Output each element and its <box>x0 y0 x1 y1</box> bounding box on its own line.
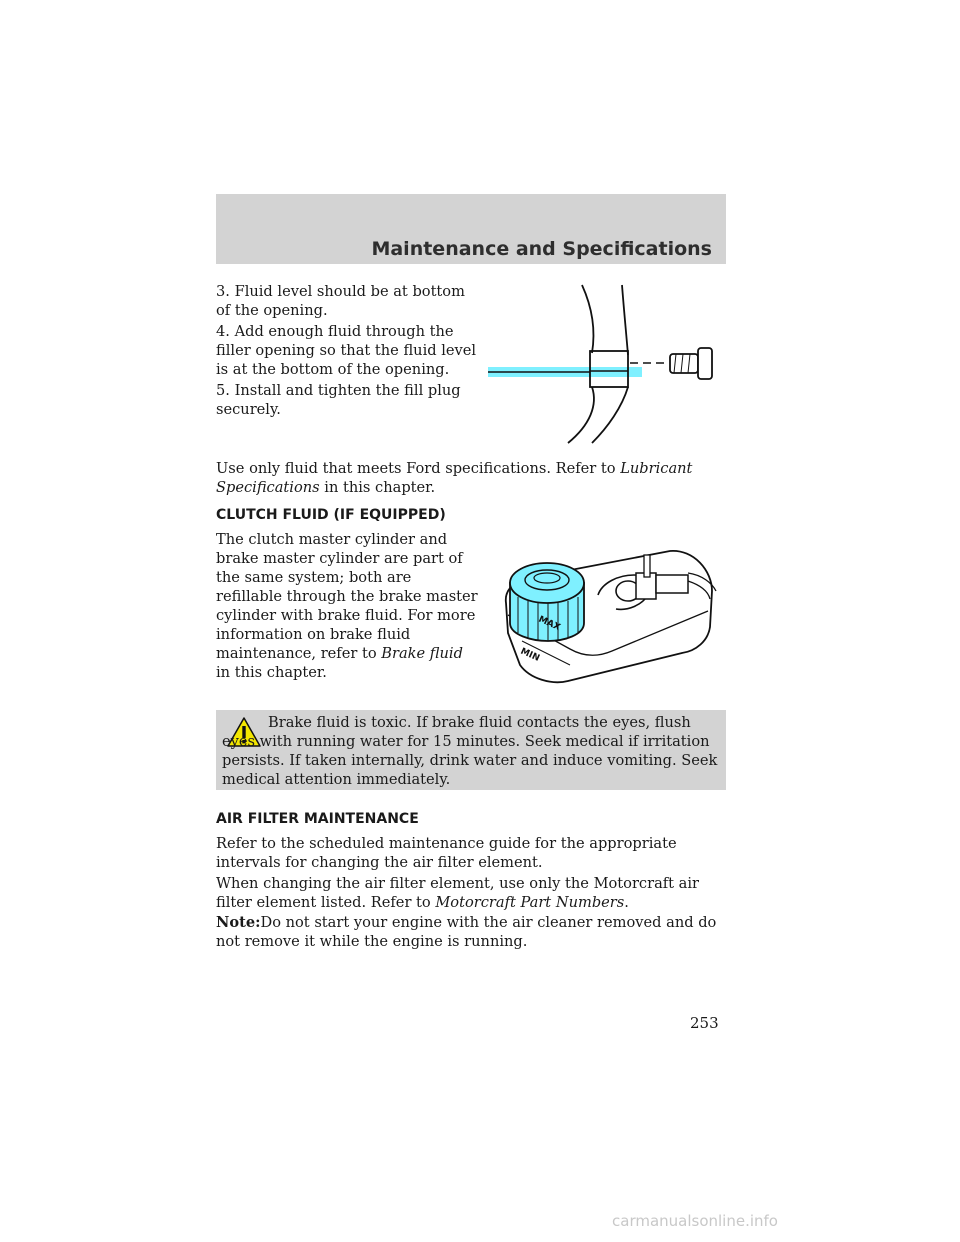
air-filter-paragraph-1: Refer to the scheduled maintenance guide for the appropriate intervals for changing the air filter element. <box>216 835 677 871</box>
step-5: 5. Install and tighten the fill plug securely. <box>216 382 461 418</box>
clutch-fluid-body: The clutch master cylinder and brake master cylinder are part of the same system; both are refillable through the brake master cylinder with brake fluid. For more information on brake fluid maintenance, refer to <box>216 531 478 662</box>
air-filter-paragraph-2-text: When changing the air filter element, use only the Motorcraft air filter element listed. Refer to <box>216 875 700 911</box>
note-text: Do not start your engine with the air cleaner removed and do not remove it while the engine is running. <box>216 914 717 950</box>
section-title: Maintenance and Specifications <box>371 238 712 260</box>
air-filter-paragraph-2 <box>216 874 726 912</box>
warning-box <box>216 710 726 790</box>
fill-plug-illustration <box>486 283 718 445</box>
step-3: 3. Fluid level should be at bottom of the opening. <box>216 283 465 319</box>
step-4: 4. Add enough fluid through the filler opening so that the fluid level is at the bottom of the opening. <box>216 323 477 378</box>
note-label: Note: <box>216 914 261 931</box>
page-number: 253 <box>690 1014 719 1032</box>
air-filter-paragraph-2-suffix: . <box>624 894 629 911</box>
watermark: carmanualsonline.info <box>612 1212 778 1230</box>
clutch-fluid-suffix: in this chapter. <box>216 664 327 681</box>
air-filter-heading: AIR FILTER MAINTENANCE <box>216 811 419 827</box>
clutch-fluid-heading: CLUTCH FLUID (IF EQUIPPED) <box>216 507 446 523</box>
min-level-label: MIN <box>518 646 541 664</box>
max-level-label: MAX <box>536 614 562 634</box>
warning-text: Brake fluid is toxic. If brake fluid contacts the eyes, flush eyes with running water for 15 minutes. Seek medical if irritation persists. If taken internally, drink water and induce vomiting. Seek medical attention immediately. <box>222 714 718 788</box>
section-header-band <box>216 194 726 264</box>
fluid-reservoir-illustration <box>498 545 718 685</box>
clutch-fluid-paragraph <box>216 530 480 682</box>
brake-fluid-reference: Brake fluid <box>381 645 463 662</box>
fluid-spec-text: Use only fluid that meets Ford specifications. Refer to <box>216 460 616 477</box>
air-filter-note <box>216 913 726 951</box>
lubricant-specifications-reference: Lubricant Specifications <box>216 460 693 496</box>
fluid-spec-paragraph <box>216 459 726 497</box>
fluid-spec-suffix: in this chapter. <box>324 479 436 496</box>
motorcraft-part-numbers-reference: Motorcraft Part Numbers <box>435 894 625 911</box>
